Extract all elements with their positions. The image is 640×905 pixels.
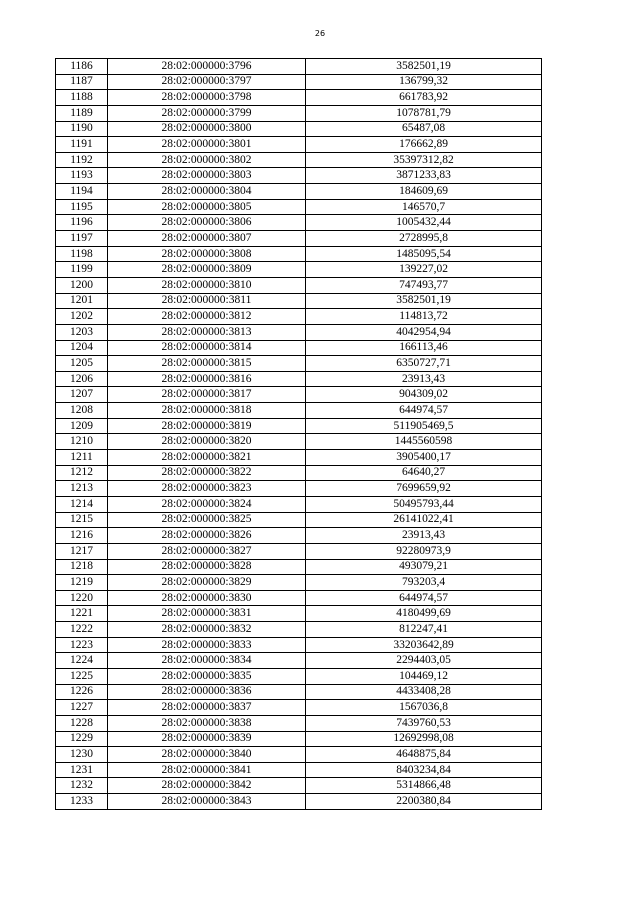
row-number-cell: 1224	[56, 653, 108, 669]
value-cell: 511905469,5	[306, 418, 542, 434]
cadastral-number-cell: 28:02:000000:3829	[108, 575, 306, 591]
cadastral-number-cell: 28:02:000000:3834	[108, 653, 306, 669]
table-row	[56, 434, 542, 450]
table-row	[56, 340, 542, 356]
row-number-cell: 1186	[56, 59, 108, 75]
cadastral-number-cell: 28:02:000000:3828	[108, 559, 306, 575]
table-row	[56, 277, 542, 293]
table-row	[56, 418, 542, 434]
row-number-cell: 1227	[56, 700, 108, 716]
row-number-cell: 1192	[56, 152, 108, 168]
cadastral-number-cell: 28:02:000000:3832	[108, 622, 306, 638]
value-cell: 26141022,41	[306, 512, 542, 528]
cadastral-number-cell: 28:02:000000:3799	[108, 105, 306, 121]
row-number-cell: 1203	[56, 324, 108, 340]
row-number-cell: 1189	[56, 105, 108, 121]
row-number-cell: 1198	[56, 246, 108, 262]
cadastral-number-cell: 28:02:000000:3818	[108, 403, 306, 419]
value-cell: 176662,89	[306, 137, 542, 153]
row-number-cell: 1208	[56, 403, 108, 419]
table-row	[56, 528, 542, 544]
cadastral-number-cell: 28:02:000000:3830	[108, 590, 306, 606]
table-row	[56, 465, 542, 481]
row-number-cell: 1221	[56, 606, 108, 622]
cadastral-number-cell: 28:02:000000:3814	[108, 340, 306, 356]
cadastral-number-cell: 28:02:000000:3843	[108, 794, 306, 810]
row-number-cell: 1231	[56, 762, 108, 778]
value-cell: 64640,27	[306, 465, 542, 481]
value-cell: 1005432,44	[306, 215, 542, 231]
cadastral-number-cell: 28:02:000000:3821	[108, 450, 306, 466]
value-cell: 4433408,28	[306, 684, 542, 700]
value-cell: 5314866,48	[306, 778, 542, 794]
cadastral-number-cell: 28:02:000000:3827	[108, 543, 306, 559]
table-row	[56, 387, 542, 403]
row-number-cell: 1206	[56, 371, 108, 387]
table-row	[56, 105, 542, 121]
cadastral-number-cell: 28:02:000000:3800	[108, 121, 306, 137]
cadastral-number-cell: 28:02:000000:3822	[108, 465, 306, 481]
cadastral-number-cell: 28:02:000000:3836	[108, 684, 306, 700]
table-row	[56, 559, 542, 575]
table-row	[56, 794, 542, 810]
table-row	[56, 215, 542, 231]
value-cell: 493079,21	[306, 559, 542, 575]
value-cell: 12692998,08	[306, 731, 542, 747]
row-number-cell: 1194	[56, 184, 108, 200]
table-row	[56, 778, 542, 794]
table-row	[56, 622, 542, 638]
row-number-cell: 1202	[56, 309, 108, 325]
row-number-cell: 1214	[56, 496, 108, 512]
value-cell: 1567036,8	[306, 700, 542, 716]
table-row	[56, 668, 542, 684]
row-number-cell: 1213	[56, 481, 108, 497]
value-cell: 139227,02	[306, 262, 542, 278]
row-number-cell: 1210	[56, 434, 108, 450]
value-cell: 146570,7	[306, 199, 542, 215]
row-number-cell: 1204	[56, 340, 108, 356]
cadastral-number-cell: 28:02:000000:3819	[108, 418, 306, 434]
table-row	[56, 262, 542, 278]
cadastral-number-cell: 28:02:000000:3797	[108, 74, 306, 90]
cadastral-number-cell: 28:02:000000:3825	[108, 512, 306, 528]
cadastral-number-cell: 28:02:000000:3803	[108, 168, 306, 184]
table-row	[56, 309, 542, 325]
table-row	[56, 481, 542, 497]
cadastral-number-cell: 28:02:000000:3809	[108, 262, 306, 278]
value-cell: 7699659,92	[306, 481, 542, 497]
value-cell: 904309,02	[306, 387, 542, 403]
cadastral-number-cell: 28:02:000000:3802	[108, 152, 306, 168]
value-cell: 4042954,94	[306, 324, 542, 340]
value-cell: 3905400,17	[306, 450, 542, 466]
cadastral-number-cell: 28:02:000000:3812	[108, 309, 306, 325]
cadastral-number-cell: 28:02:000000:3808	[108, 246, 306, 262]
value-cell: 1078781,79	[306, 105, 542, 121]
cadastral-number-cell: 28:02:000000:3810	[108, 277, 306, 293]
row-number-cell: 1222	[56, 622, 108, 638]
row-number-cell: 1197	[56, 231, 108, 247]
value-cell: 3871233,83	[306, 168, 542, 184]
table-row	[56, 121, 542, 137]
row-number-cell: 1187	[56, 74, 108, 90]
table-row	[56, 450, 542, 466]
table-row	[56, 356, 542, 372]
row-number-cell: 1223	[56, 637, 108, 653]
value-cell: 136799,32	[306, 74, 542, 90]
value-cell: 644974,57	[306, 403, 542, 419]
table-row	[56, 168, 542, 184]
row-number-cell: 1211	[56, 450, 108, 466]
cadastral-number-cell: 28:02:000000:3817	[108, 387, 306, 403]
value-cell: 114813,72	[306, 309, 542, 325]
table-row	[56, 715, 542, 731]
row-number-cell: 1215	[56, 512, 108, 528]
table-body	[56, 59, 542, 810]
row-number-cell: 1216	[56, 528, 108, 544]
table-row	[56, 700, 542, 716]
value-cell: 793203,4	[306, 575, 542, 591]
table-row	[56, 762, 542, 778]
cadastral-number-cell: 28:02:000000:3835	[108, 668, 306, 684]
value-cell: 6350727,71	[306, 356, 542, 372]
table-row	[56, 199, 542, 215]
cadastral-number-cell: 28:02:000000:3826	[108, 528, 306, 544]
row-number-cell: 1218	[56, 559, 108, 575]
table-row	[56, 575, 542, 591]
table-row	[56, 590, 542, 606]
table-row	[56, 74, 542, 90]
value-cell: 747493,77	[306, 277, 542, 293]
row-number-cell: 1232	[56, 778, 108, 794]
table-row	[56, 403, 542, 419]
cadastral-number-cell: 28:02:000000:3833	[108, 637, 306, 653]
value-cell: 166113,46	[306, 340, 542, 356]
value-cell: 8403234,84	[306, 762, 542, 778]
value-cell: 812247,41	[306, 622, 542, 638]
cadastral-number-cell: 28:02:000000:3798	[108, 90, 306, 106]
table-row	[56, 606, 542, 622]
value-cell: 3582501,19	[306, 59, 542, 75]
cadastral-number-cell: 28:02:000000:3816	[108, 371, 306, 387]
value-cell: 184609,69	[306, 184, 542, 200]
cadastral-number-cell: 28:02:000000:3815	[108, 356, 306, 372]
value-cell: 2294403,05	[306, 653, 542, 669]
value-cell: 104469,12	[306, 668, 542, 684]
table-row	[56, 293, 542, 309]
table-row	[56, 653, 542, 669]
value-cell: 2728995,8	[306, 231, 542, 247]
value-cell: 2200380,84	[306, 794, 542, 810]
table-row	[56, 246, 542, 262]
row-number-cell: 1219	[56, 575, 108, 591]
row-number-cell: 1217	[56, 543, 108, 559]
cadastral-number-cell: 28:02:000000:3801	[108, 137, 306, 153]
row-number-cell: 1199	[56, 262, 108, 278]
row-number-cell: 1196	[56, 215, 108, 231]
cadastral-number-cell: 28:02:000000:3831	[108, 606, 306, 622]
table-row	[56, 152, 542, 168]
row-number-cell: 1188	[56, 90, 108, 106]
value-cell: 65487,08	[306, 121, 542, 137]
value-cell: 50495793,44	[306, 496, 542, 512]
value-cell: 644974,57	[306, 590, 542, 606]
cadastral-number-cell: 28:02:000000:3839	[108, 731, 306, 747]
table-row	[56, 684, 542, 700]
table-row	[56, 496, 542, 512]
data-table	[55, 58, 542, 810]
row-number-cell: 1201	[56, 293, 108, 309]
value-cell: 23913,43	[306, 371, 542, 387]
row-number-cell: 1209	[56, 418, 108, 434]
row-number-cell: 1225	[56, 668, 108, 684]
cadastral-number-cell: 28:02:000000:3813	[108, 324, 306, 340]
value-cell: 23913,43	[306, 528, 542, 544]
cadastral-number-cell: 28:02:000000:3820	[108, 434, 306, 450]
table-row	[56, 184, 542, 200]
cadastral-number-cell: 28:02:000000:3796	[108, 59, 306, 75]
cadastral-number-cell: 28:02:000000:3807	[108, 231, 306, 247]
row-number-cell: 1229	[56, 731, 108, 747]
table-row	[56, 137, 542, 153]
table-row	[56, 512, 542, 528]
table-row	[56, 324, 542, 340]
row-number-cell: 1195	[56, 199, 108, 215]
cadastral-number-cell: 28:02:000000:3838	[108, 715, 306, 731]
cadastral-number-cell: 28:02:000000:3823	[108, 481, 306, 497]
cadastral-number-cell: 28:02:000000:3806	[108, 215, 306, 231]
row-number-cell: 1191	[56, 137, 108, 153]
cadastral-number-cell: 28:02:000000:3841	[108, 762, 306, 778]
cadastral-number-cell: 28:02:000000:3840	[108, 747, 306, 763]
value-cell: 1485095,54	[306, 246, 542, 262]
cadastral-number-cell: 28:02:000000:3842	[108, 778, 306, 794]
value-cell: 35397312,82	[306, 152, 542, 168]
value-cell: 92280973,9	[306, 543, 542, 559]
table-row	[56, 543, 542, 559]
row-number-cell: 1233	[56, 794, 108, 810]
table-row	[56, 231, 542, 247]
row-number-cell: 1207	[56, 387, 108, 403]
table-row	[56, 747, 542, 763]
cadastral-number-cell: 28:02:000000:3824	[108, 496, 306, 512]
row-number-cell: 1200	[56, 277, 108, 293]
cadastral-number-cell: 28:02:000000:3805	[108, 199, 306, 215]
value-cell: 1445560598	[306, 434, 542, 450]
cadastral-number-cell: 28:02:000000:3837	[108, 700, 306, 716]
value-cell: 7439760,53	[306, 715, 542, 731]
row-number-cell: 1220	[56, 590, 108, 606]
value-cell: 661783,92	[306, 90, 542, 106]
value-cell: 3582501,19	[306, 293, 542, 309]
row-number-cell: 1212	[56, 465, 108, 481]
value-cell: 4648875,84	[306, 747, 542, 763]
row-number-cell: 1226	[56, 684, 108, 700]
page-number: 26	[314, 29, 326, 38]
cadastral-number-cell: 28:02:000000:3804	[108, 184, 306, 200]
row-number-cell: 1190	[56, 121, 108, 137]
cadastral-number-cell: 28:02:000000:3811	[108, 293, 306, 309]
row-number-cell: 1205	[56, 356, 108, 372]
table-row	[56, 371, 542, 387]
row-number-cell: 1193	[56, 168, 108, 184]
value-cell: 4180499,69	[306, 606, 542, 622]
row-number-cell: 1230	[56, 747, 108, 763]
value-cell: 33203642,89	[306, 637, 542, 653]
table-row	[56, 637, 542, 653]
table-row	[56, 90, 542, 106]
table-row	[56, 731, 542, 747]
table-row	[56, 59, 542, 75]
row-number-cell: 1228	[56, 715, 108, 731]
